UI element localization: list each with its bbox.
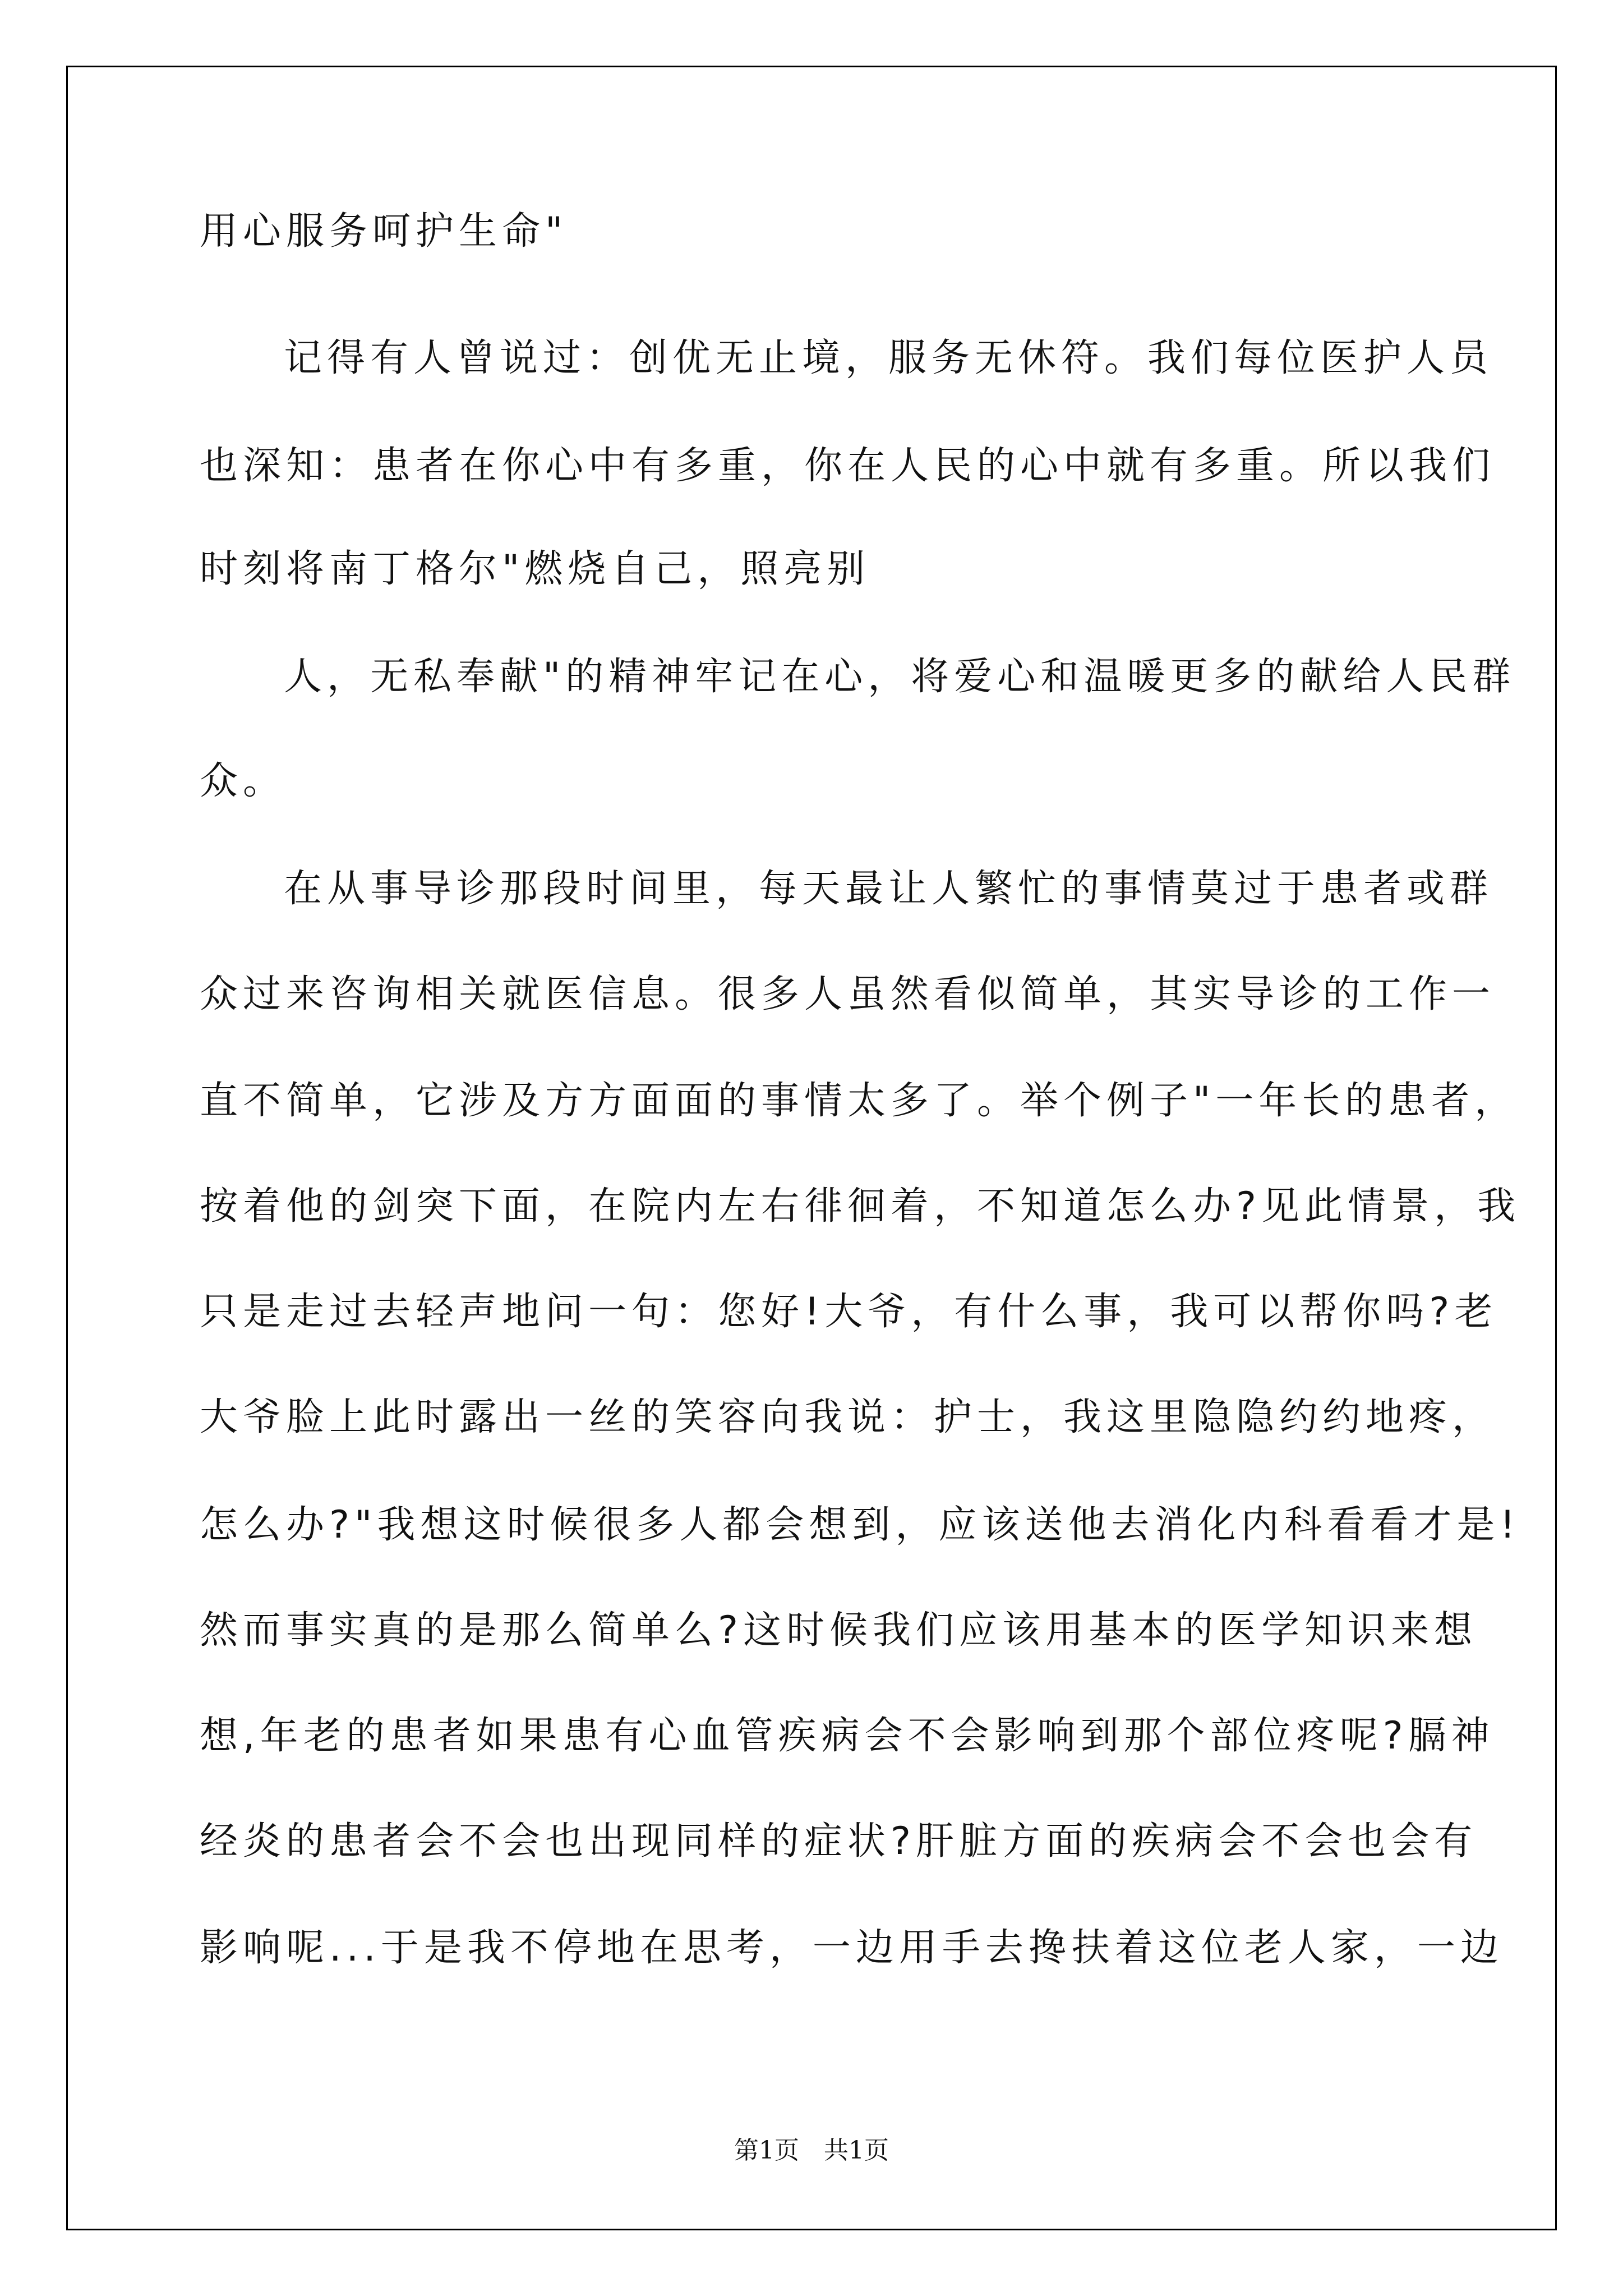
- page-number-footer: 第1页 共1页: [734, 2136, 889, 2165]
- text-line: 按着他的剑突下面，在院内左右徘徊着，不知道怎么办?见此情景，我: [200, 1184, 1521, 1228]
- text-line: 人，无私奉献"的精神牢记在心，将爱心和温暖更多的献给人民群: [284, 655, 1516, 699]
- text-line: 直不简单，它涉及方方面面的事情太多了。举个例子"一年长的患者，: [200, 1079, 1518, 1123]
- text-line: 只是走过去轻声地问一句：您好!大爷，有什么事，我可以帮你吗?老: [200, 1290, 1498, 1334]
- page-border: [66, 66, 1557, 2230]
- text-line: 时刻将南丁格尔"燃烧自己，照亮别: [200, 547, 870, 591]
- text-line: 也深知：患者在你心中有多重，你在人民的心中就有多重。所以我们: [200, 444, 1496, 488]
- text-line: 经炎的患者会不会也出现同样的症状?肝脏方面的疾病会不会也会有: [200, 1819, 1478, 1864]
- text-line: 记得有人曾说过：创优无止境，服务无休符。我们每位医护人员: [284, 336, 1493, 380]
- text-line: 然而事实真的是那么简单么?这时候我们应该用基本的医学知识来想: [200, 1608, 1478, 1653]
- text-line: 怎么办?"我想这时候很多人都会想到，应该送他去消化内科看看才是!: [200, 1503, 1520, 1547]
- text-line: 想,年老的患者如果患有心血管疾病会不会影响到那个部位疼呢?膈神: [200, 1714, 1495, 1758]
- text-line: 用心服务呵护生命": [200, 209, 568, 254]
- text-line: 大爷脸上此时露出一丝的笑容向我说：护士，我这里隐隐约约地疼，: [200, 1395, 1496, 1439]
- text-line: 在从事导诊那段时间里，每天最让人繁忙的事情莫过于患者或群: [284, 867, 1493, 911]
- text-line: 众过来咨询相关就医信息。很多人虽然看似简单，其实导诊的工作一: [200, 972, 1496, 1016]
- text-line: 众。: [200, 759, 287, 803]
- text-line: 影响呢...于是我不停地在思考，一边用手去搀扶着这位老人家，一边: [200, 1926, 1504, 1970]
